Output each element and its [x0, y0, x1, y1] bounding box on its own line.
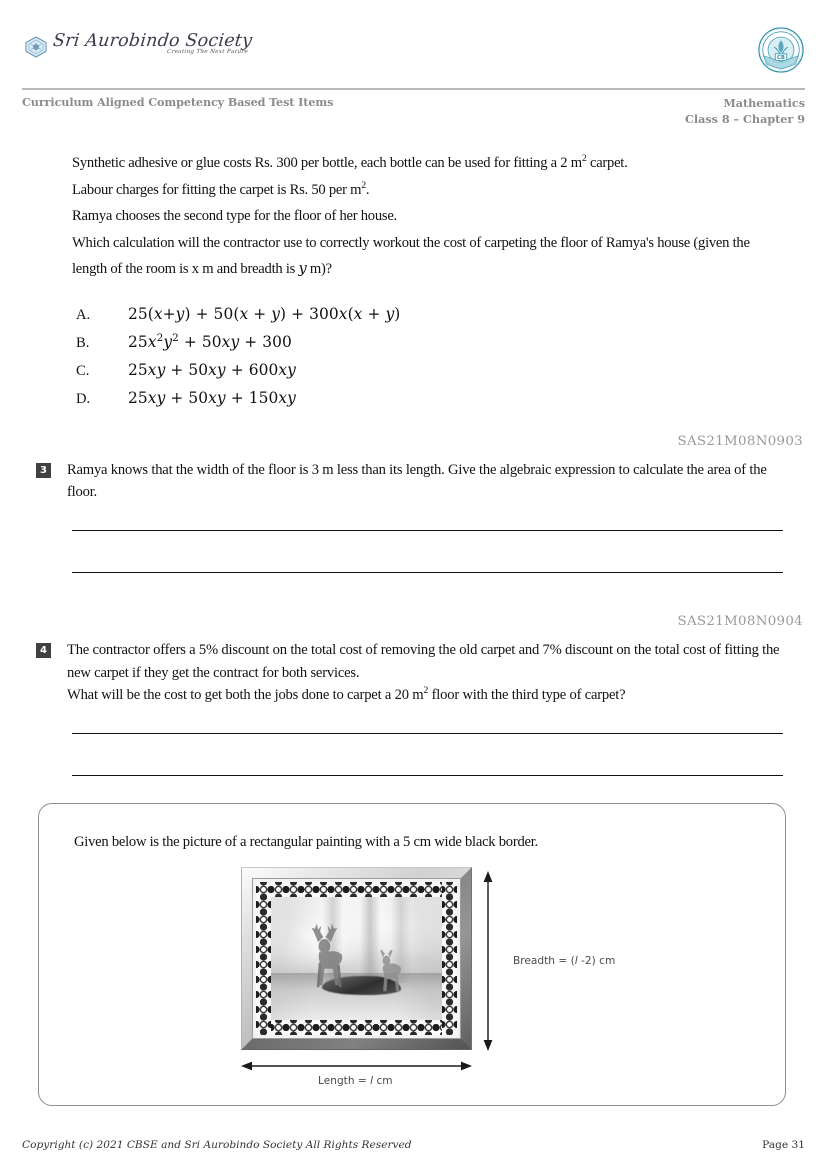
answer-line[interactable]: [72, 572, 783, 573]
option-letter: B.: [76, 334, 90, 351]
question-number-badge: 4: [36, 643, 51, 658]
framed-painting: [241, 867, 472, 1050]
subject-label: Mathematics: [723, 96, 805, 110]
stem-line-1: Synthetic adhesive or glue costs Rs. 300 per bottle, each bottle can be used for fitting a 2 $m^2$ carpet.: [72, 153, 628, 171]
figure-panel: [38, 803, 786, 1106]
question-4-answer-lines: [72, 733, 783, 776]
option-expression: 25xy + 50xy + 600xy: [128, 360, 296, 379]
question-4: [36, 639, 793, 707]
option-d[interactable]: [76, 389, 827, 408]
question-4-text: The contractor offers a 5% discount on the total cost of removing the old carpet and 7% discount on the total cost of fitting the new carpet if they get the contract for both services. What will be the cost to get both the jobs done to carpet a 20 $m^2$ floor with the third type of carpet?: [67, 641, 780, 704]
answer-line[interactable]: [72, 530, 783, 531]
figure-area: [39, 867, 785, 1087]
variable-l: l: [574, 955, 578, 967]
main-content: [0, 150, 827, 817]
org-name: Sri Aurobindo Society: [51, 31, 254, 51]
stem-line-4: Which calculation will the contractor use to correctly workout the cost of carpeting the floor of Ramya's house (given the length of the room is x m and breadth is y m)?: [72, 234, 750, 278]
superscript-two: 2: [361, 179, 366, 191]
copyright-text: Copyright (c) 2021 CBSE and Sri Aurobindo Society All Rights Reserved: [22, 1139, 412, 1151]
variable-y: y: [298, 260, 307, 278]
question-4-line-1: The contractor offers a 5% discount on the total cost of removing the old carpet and 7% discount on the total cost of fitting the new carpet if they get the contract for both services.: [67, 641, 780, 681]
answer-line[interactable]: [72, 775, 783, 776]
deer-illustration-icon: [271, 897, 442, 1020]
breadth-dimension-arrow: [481, 871, 495, 1051]
option-c[interactable]: [76, 361, 827, 380]
question-code-3: SAS21M08N0903: [677, 433, 803, 449]
option-a[interactable]: [76, 305, 827, 324]
option-letter: D.: [76, 390, 91, 407]
svg-text:CB: CB: [777, 55, 785, 62]
header-subject-block: [685, 95, 805, 127]
painting-artwork: [271, 897, 442, 1020]
length-label: Length = l cm: [318, 1075, 393, 1087]
option-expression: 25(x+y) + 50(x + y) + 300x(x + y): [128, 304, 401, 323]
option-letter: A.: [76, 306, 91, 323]
org-wordmark: [53, 32, 252, 55]
question-number-badge: 3: [36, 463, 51, 478]
question-3-answer-lines: [72, 530, 783, 573]
cbse-seal-icon: [757, 26, 805, 74]
header-logos: [0, 26, 827, 86]
superscript-two: 2: [581, 153, 587, 165]
question-3-text: Ramya knows that the width of the floor is 3 m less than its length. Give the algebraic expression to calculate the area of the floor.: [67, 461, 767, 501]
lotus-hexagon-emblem-icon: [24, 36, 48, 58]
question-3: [36, 459, 793, 504]
option-b[interactable]: [76, 333, 827, 352]
org-tagline: Creating The Next Future: [166, 49, 249, 56]
question-stem: [72, 150, 783, 283]
page-number: Page 31: [762, 1139, 805, 1151]
header-divider: [22, 88, 805, 90]
ornament-band-left: [256, 882, 271, 1035]
variable-l: l: [370, 1075, 374, 1087]
sri-aurobindo-society-logo: [24, 32, 252, 58]
frame-inner-mount: [252, 878, 461, 1039]
superscript-two: 2: [423, 685, 429, 697]
ornament-band-right: [442, 882, 457, 1035]
class-chapter-label: Class 8 – Chapter 9: [684, 112, 805, 127]
figure-caption: Given below is the picture of a rectangular painting with a 5 cm wide black border.: [74, 834, 538, 850]
page-footer: [22, 1139, 805, 1151]
ornament-band-top: [256, 882, 457, 897]
length-dimension-arrow: [241, 1059, 472, 1073]
answer-line[interactable]: [72, 733, 783, 734]
header-title-band: [22, 95, 805, 127]
question-code-4: SAS21M08N0904: [677, 613, 803, 629]
option-expression: 25xy + 50xy + 150xy: [128, 388, 296, 407]
document-title: Curriculum Aligned Competency Based Test Items: [22, 95, 334, 109]
answer-options-list: [76, 305, 827, 408]
stem-line-3: Ramya chooses the second type for the floor of her house.: [72, 208, 397, 225]
option-letter: C.: [76, 362, 90, 379]
option-expression: $25x^2y^2 + 50xy + 300$: [128, 331, 292, 351]
breadth-label: Breadth = (l -2) cm: [513, 955, 616, 967]
ornament-band-bottom: [256, 1020, 457, 1035]
stem-line-2: Labour charges for fitting the carpet is Rs. 50 per $m^2$.: [72, 179, 370, 198]
